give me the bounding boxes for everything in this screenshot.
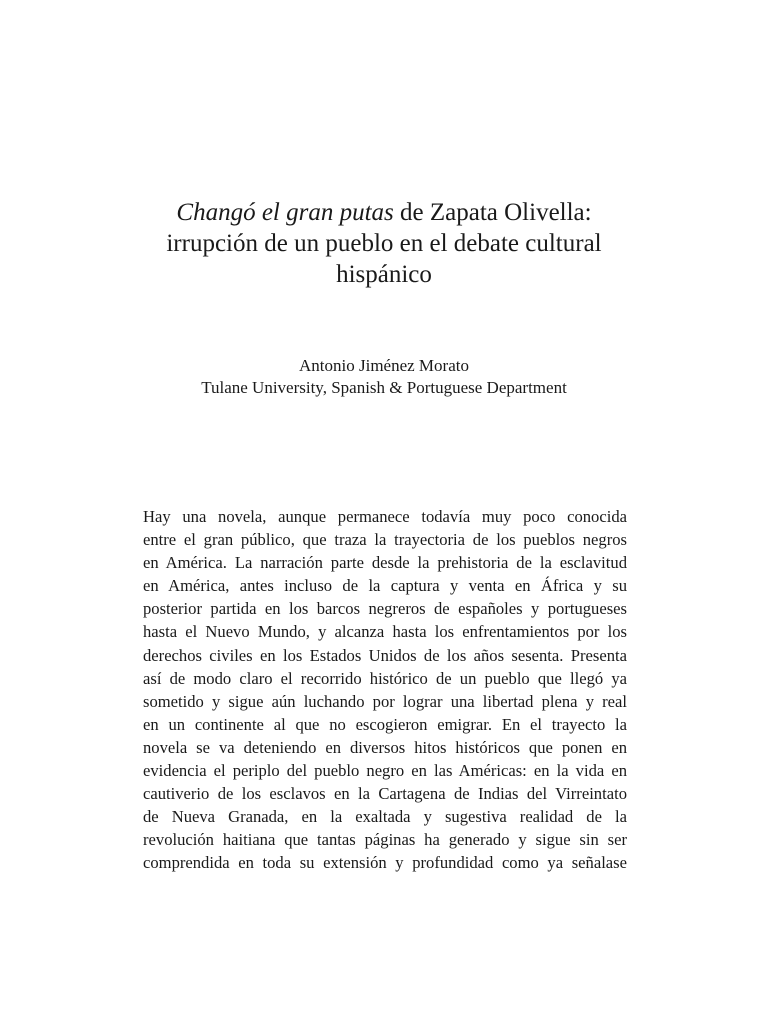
body-line: cautiverio de los esclavos en la Cartagena de Indias del Virreintato — [143, 784, 627, 804]
body-line: de Nueva Granada, en la exaltada y sugestiva realidad de la — [143, 807, 627, 827]
author-block — [0, 355, 768, 399]
body-line: en un continente al que no escogieron emigrar. En el trayecto la — [143, 714, 627, 734]
body-line: en América, antes incluso de la captura y venta en África y su — [143, 576, 627, 596]
body-line: posterior partida en los barcos negreros de españoles y portugueses — [143, 599, 627, 619]
body-line: en América. La narración parte desde la prehistoria de la esclavitud — [143, 553, 627, 573]
title-line-1-rest: de Zapata Olivella: — [393, 199, 592, 226]
body-paragraph — [143, 505, 627, 875]
body-line: derechos civiles en los Estados Unidos de los años sesenta. Presenta — [143, 645, 627, 665]
title-line-2: irrupción de un pueblo en el debate cultural — [166, 230, 602, 257]
body-line: Hay una novela, aunque permanece todavía muy poco conocida — [143, 507, 627, 526]
author-affiliation: Tulane University, Spanish & Portuguese Department — [201, 378, 567, 397]
title-line-1 — [0, 197, 768, 228]
author-name: Antonio Jiménez Morato — [299, 356, 469, 375]
body-line: revolución haitiana que tantas páginas ha generado y sigue sin ser — [143, 830, 627, 850]
body-line: evidencia el periplo del pueblo negro en las Américas: en la vida en — [143, 761, 627, 781]
body-line: novela se va deteniendo en diversos hitos históricos que ponen en — [143, 737, 627, 757]
body-line: sometido y sigue aún luchando por lograr una libertad plena y real — [143, 691, 627, 711]
body-line: comprendida en toda su extensión y profundidad como ya señalase — [143, 853, 627, 873]
body-line: así de modo claro el recorrido histórico de un pueblo que llegó ya — [143, 668, 627, 688]
title-line-3: hispánico — [336, 261, 432, 288]
body-line: entre el gran público, que traza la trayectoria de los pueblos negros — [143, 530, 627, 550]
title-italic-book-name: Changó el gran putas — [176, 199, 394, 226]
article-title — [0, 197, 768, 290]
body-line: hasta el Nuevo Mundo, y alcanza hasta los enfrentamientos por los — [143, 622, 627, 642]
